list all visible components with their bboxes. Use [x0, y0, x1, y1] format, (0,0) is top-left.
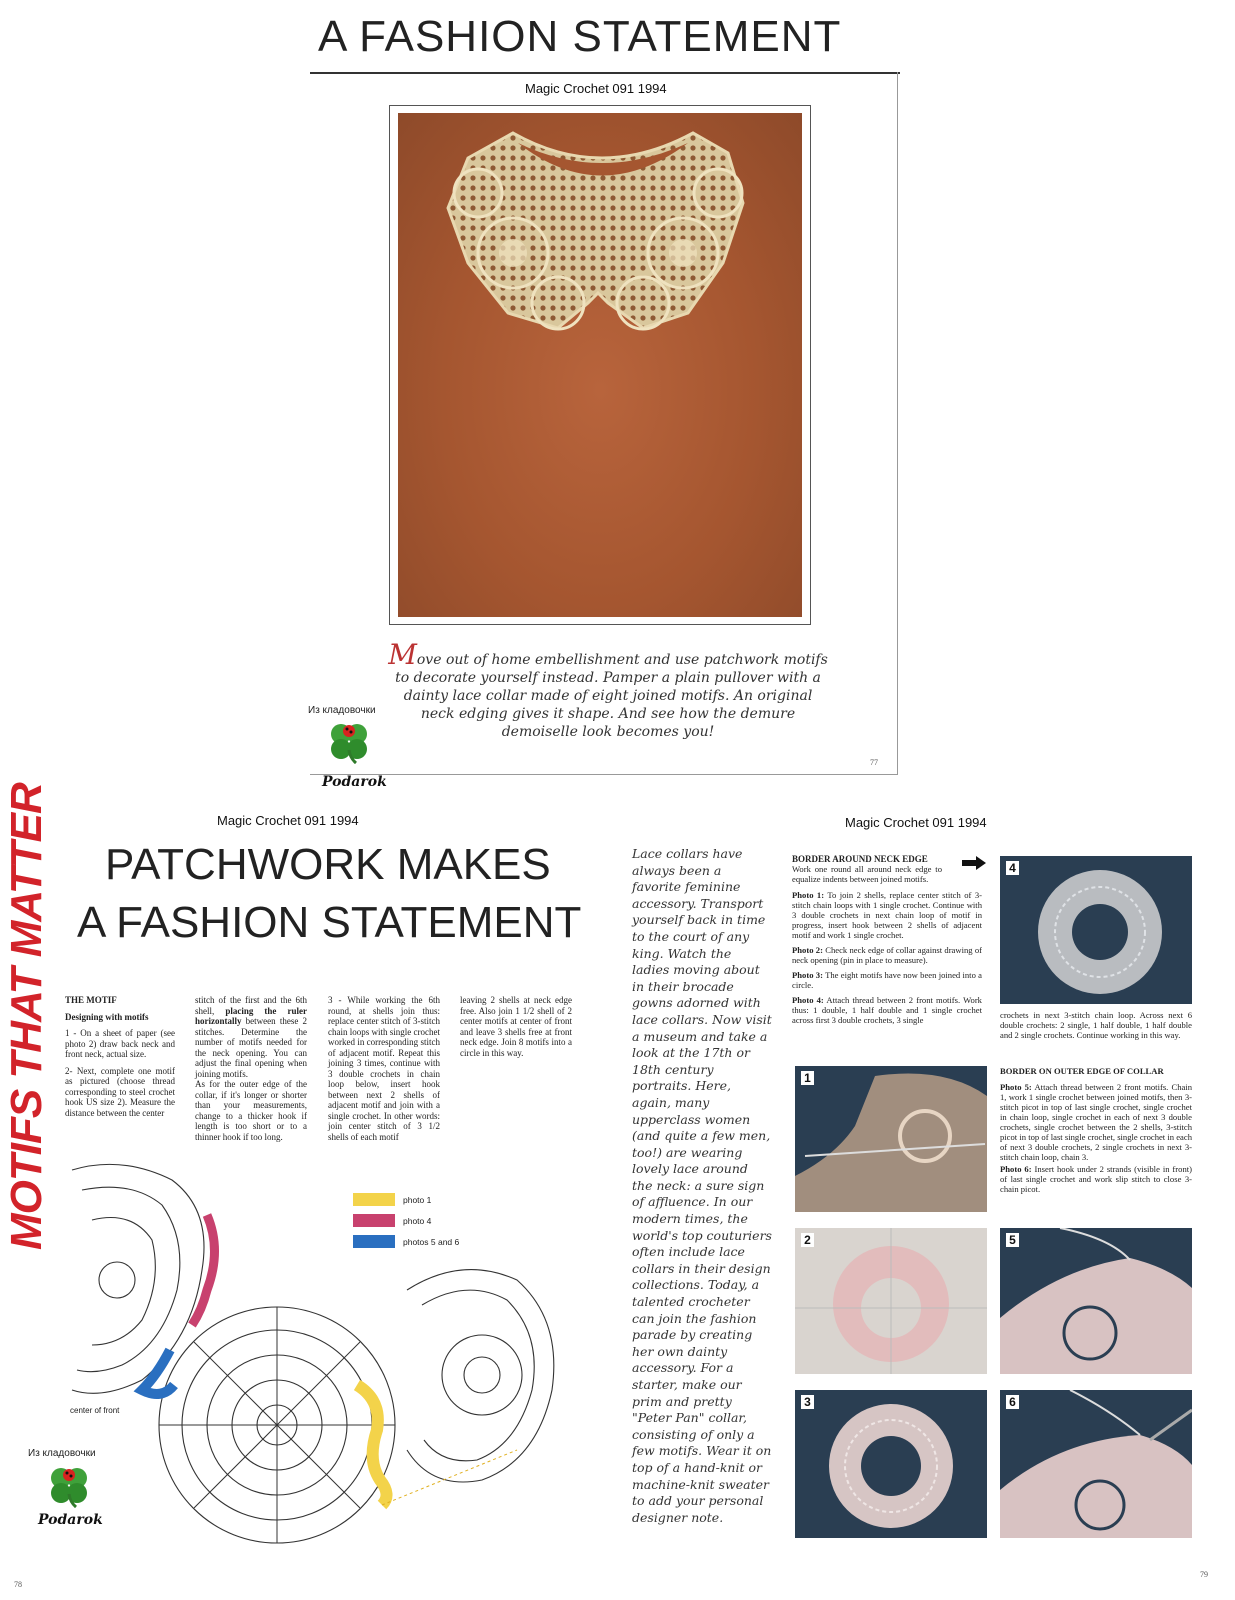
col2-text-a: stitch of the first and the 6th shell,: [195, 995, 307, 1016]
section-heading-motif: THE MOTIF: [65, 995, 117, 1005]
photo2-label: Photo 2:: [792, 945, 823, 955]
right-rule: [897, 72, 898, 774]
page-number-78: 78: [14, 1580, 22, 1589]
bottom-rule: [310, 774, 898, 775]
collar-photo-4-illustration: [1000, 856, 1192, 1004]
step-2-text: 2- Next, complete one motif as pictured (choose thread corresponding to steel crochet hook US size 2). Measure the distance between the center: [65, 1065, 175, 1118]
photo4-continued: crochets in next 3-stitch chain loop. Across next 6 double crochets: 2 single, 1 half double, 1 half double and 2 single crochets. Continue working in this way.: [1000, 1010, 1192, 1040]
photo6-text: Insert hook under 2 strands (visible in front) of last single crochet and work slip stitch to close 3-chain picot.: [1000, 1164, 1192, 1194]
intro-paragraph: [388, 638, 828, 741]
step-photo-3: [795, 1390, 987, 1538]
crochet-detail-1-illustration: [795, 1066, 987, 1212]
photo2-text: Check neck edge of collar against drawing of neck opening (pin in place to measure).: [792, 945, 983, 965]
page-title-top: A FASHION STATEMENT: [318, 12, 842, 61]
step-photo-2: [795, 1228, 987, 1374]
source-caption-right: Magic Crochet 091 1994: [845, 815, 987, 830]
step-photo-6: [1000, 1390, 1192, 1538]
step-number-4: 4: [1006, 861, 1019, 875]
legend-label-photos56: photos 5 and 6: [403, 1237, 460, 1247]
lace-collar-illustration: [398, 113, 802, 617]
step-photo-5: [1000, 1228, 1192, 1374]
diagram-label-center-front: center of front: [70, 1406, 120, 1415]
watermark-text-left: Из кладовочки: [28, 1448, 96, 1459]
collar-photo: [389, 105, 811, 625]
photo4-label: Photo 4:: [792, 995, 824, 1005]
step-1-text: 1 - On a sheet of paper (see photo 2) draw back neck and front neck, actual size.: [65, 1028, 175, 1059]
photo6-label: Photo 6:: [1000, 1164, 1032, 1174]
photo3-label: Photo 3:: [792, 970, 823, 980]
history-text: Lace collars have always been a favorite feminine accessory. Transport yourself back in time to the court of any king. Watch the ladies moving about in their brocade gowns adorned with lace collars. Now visit a museum and take a look at the 17th or 18th century portraits. Here, again, many upperclass women (and quite a few men, too!) are wearing lovely lace around the neck: a sure sign of affluence. In our modern times, the world's top couturiers often include lace collars in their design collections. Today, a talented crocheter can join the fashion parade by creating her own dainty accessory. For a starter, make our prim and pretty "Peter Pan" collar, consisting of only a few motifs. Wear it on top of a hand-knit or machine-knit sweater to add your personal designer note.: [632, 846, 772, 1525]
step-number-3: 3: [801, 1395, 814, 1409]
drop-cap: M: [388, 638, 417, 671]
border-neck-intro: Work one round all around neck edge to equalize indents between joined motifs.: [792, 864, 942, 884]
step-number-5: 5: [1006, 1233, 1019, 1247]
watermark-brand-top: Podarok: [322, 774, 387, 790]
legend-label-photo4: photo 4: [403, 1216, 432, 1226]
crochet-detail-5-illustration: [1000, 1228, 1192, 1374]
step-number-1: 1: [801, 1071, 814, 1085]
clover-icon: [46, 1462, 92, 1508]
side-title: MOTIFS THAT MATTER: [2, 783, 51, 1250]
heading-border-outer: BORDER ON OUTER EDGE OF COLLAR: [1000, 1066, 1164, 1076]
photo5-text: Attach thread between 2 front motifs. Chain 1, work 1 single crochet between joined motifs, then 3-stitch picot in top of last single crochet, single crochet in chain loop, single crochet in each of next 3 double crochets, single crochet between the 2 shells, 3-stitch picot in top of last single crochet, single crochet in each of next 3 double crochets, 2 single crochets in next 3-stitch chain loop, chain 3.: [1000, 1082, 1192, 1162]
col2-bold-text: placing the ruler horizontally: [195, 1005, 308, 1026]
page-title-line2: A FASHION STATEMENT: [77, 898, 582, 947]
col2-text-b: between these 2 stitches. Determine the number of motifs needed for the neck opening. You can adjust the final opening when joining motifs.: [195, 1016, 307, 1079]
step-photo-4: [1000, 856, 1192, 1004]
col4-text: leaving 2 shells at neck edge free. Also join 1 1/2 shell of 2 center motifs at center of front and leave 3 shells free at front neck edge. Join 8 motifs into a circle in this way.: [460, 995, 572, 1058]
photo3-text: The eight motifs have now been joined into a circle.: [792, 970, 982, 990]
heading-border-neck: BORDER AROUND NECK EDGE: [792, 854, 928, 864]
page-number-77: 77: [870, 758, 878, 767]
arrow-right-icon: [962, 856, 986, 870]
step-3-text: 3 - While working the 6th round, at shells join thus: replace center stitch of 3-stitch chain loops with single crochet worked in corresponding stitch of adjacent motif. Repeat this joining 3 times, continue with 3 double crochets in chain loop below, insert hook between next 2 shells of adjacent motif and join with a single crochet. In other words: join center stitch of 3 1/2 shells of each motif: [328, 995, 440, 1142]
crochet-chart-diagram: [62, 1160, 582, 1560]
page-title-line1: PATCHWORK MAKES: [105, 840, 551, 889]
col2-paragraph-2: As for the outer edge of the collar, if it's longer or shorter than your measurements, change to a thicker hook if length is too short or to a thinner hook if too long.: [195, 1079, 307, 1142]
photo4-text: Attach thread between 2 front motifs. Work thus: 1 double, 1 half double and 1 single crochet across first 3 double crochets, 3 single: [792, 995, 982, 1025]
photo5-label: Photo 5:: [1000, 1082, 1032, 1092]
page-number-79: 79: [1200, 1570, 1208, 1579]
photo1-label: Photo 1:: [792, 890, 825, 900]
step-number-6: 6: [1006, 1395, 1019, 1409]
legend-label-photo1: photo 1: [403, 1195, 432, 1205]
top-rule: [310, 72, 900, 74]
clover-icon: [326, 718, 372, 764]
collar-photo-2-illustration: [795, 1228, 987, 1374]
collar-photo-3-illustration: [795, 1390, 987, 1538]
subheading-designing: Designing with motifs: [65, 1011, 149, 1022]
step-number-2: 2: [801, 1233, 814, 1247]
watermark-text-top: Из кладовочки: [308, 705, 376, 716]
source-caption-left: Magic Crochet 091 1994: [217, 813, 359, 828]
watermark-brand-left: Podarok: [38, 1512, 103, 1528]
step-photo-1: [795, 1066, 987, 1212]
photo1-text: To join 2 shells, replace center stitch of 3-stitch chain loops with 1 single crochet. Continue with 3 double crochets in next chain loop of motif in progress, insert hook between 2 shells of adjacent motif and work 1 single crochet.: [792, 890, 982, 940]
intro-text: ove out of home embellishment and use patchwork motifs to decorate yourself instead. Pamper a plain pullover with a dainty lace collar made of eight joined motifs. An original neck edging gives it shape. And see how the demure demoiselle look becomes you!: [395, 652, 828, 740]
crochet-detail-6-illustration: [1000, 1390, 1192, 1538]
source-caption-top: Magic Crochet 091 1994: [525, 81, 667, 96]
